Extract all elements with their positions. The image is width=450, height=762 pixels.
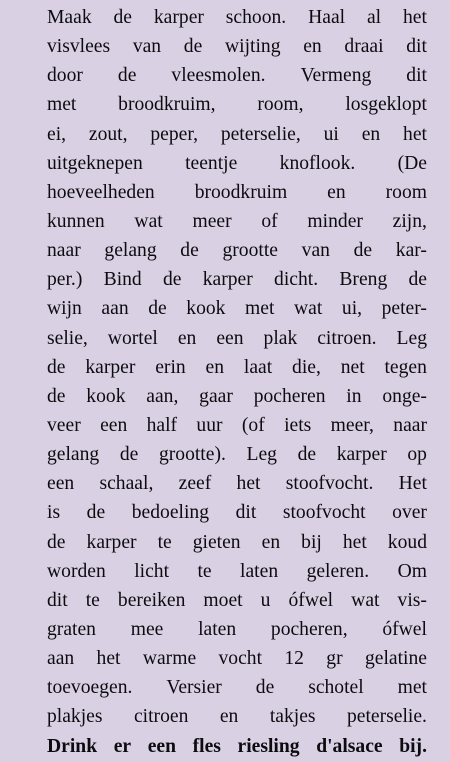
- word: erin: [155, 356, 186, 378]
- word: stoofvocht: [282, 502, 366, 524]
- word: bereiken: [117, 589, 186, 611]
- recipe-line: [47, 120, 427, 149]
- word: kar-: [395, 240, 427, 262]
- recipe-line: [47, 178, 427, 207]
- word: ui: [323, 123, 339, 145]
- recipe-line: [47, 615, 427, 644]
- recipe-line: [47, 90, 427, 119]
- word: toevoegen.: [47, 677, 133, 699]
- word: losgeklopt: [345, 94, 427, 116]
- word: teentje: [185, 152, 238, 174]
- recipe-line: [47, 702, 427, 731]
- word: gr: [326, 648, 343, 670]
- recipe-line: [47, 149, 427, 178]
- recipe-line: [47, 557, 427, 586]
- word: bij: [301, 531, 322, 553]
- word: te: [197, 560, 212, 582]
- word: peter-: [381, 298, 427, 320]
- word: over: [392, 502, 427, 524]
- word: vis-: [397, 589, 427, 611]
- recipe-text-column: [47, 3, 427, 761]
- word: plakjes: [47, 706, 103, 728]
- word: laten: [240, 560, 279, 582]
- word: peterselie,: [220, 123, 301, 145]
- word: met: [397, 677, 427, 699]
- word: een: [216, 327, 244, 349]
- word: takjes: [269, 706, 316, 728]
- word: worden: [47, 560, 106, 582]
- word: kook: [186, 298, 226, 320]
- word: draai: [344, 36, 384, 58]
- word: een: [147, 735, 177, 757]
- recipe-line: [47, 353, 427, 382]
- word: wijting: [224, 36, 281, 58]
- word: pocheren,: [270, 618, 348, 640]
- word: citroen: [133, 706, 189, 728]
- recipe-line: [47, 498, 427, 527]
- word: ei,: [47, 123, 67, 145]
- word: net: [340, 356, 365, 378]
- word: peper,: [150, 123, 198, 145]
- word: en: [219, 706, 239, 728]
- word: plak: [263, 327, 298, 349]
- word: Drink: [47, 735, 98, 757]
- recipe-line: [47, 644, 427, 673]
- word: schoon.: [225, 7, 287, 28]
- word: stoofvocht.: [285, 473, 374, 495]
- word: laten: [198, 618, 237, 640]
- word: zijn,: [392, 210, 427, 232]
- word: gelatine: [364, 648, 427, 670]
- word: Bind: [103, 269, 142, 291]
- word: de: [117, 65, 137, 87]
- word: met: [47, 94, 77, 116]
- word: tegen: [384, 356, 427, 378]
- word: aan: [101, 298, 129, 320]
- word: minder: [307, 210, 363, 232]
- word: en: [261, 531, 281, 553]
- word: peterselie.: [346, 706, 427, 728]
- word: meer: [192, 210, 232, 232]
- word: de: [408, 269, 427, 291]
- recipe-line: [47, 207, 427, 236]
- word: half: [146, 414, 178, 436]
- word: karper: [202, 269, 253, 291]
- word: (De: [397, 152, 427, 174]
- recipe-line: [47, 32, 427, 61]
- recipe-line: [47, 324, 427, 353]
- word: naar: [47, 240, 81, 262]
- word: gieten: [192, 531, 241, 553]
- word: bedoeling: [131, 502, 209, 524]
- word: moet: [203, 589, 243, 611]
- word: visvlees: [47, 36, 111, 58]
- word: warme: [142, 648, 197, 670]
- word: Het: [398, 473, 427, 495]
- word: kook: [86, 385, 126, 407]
- word: is: [47, 502, 61, 524]
- word: kunnen: [47, 210, 105, 232]
- word: een: [100, 414, 128, 436]
- word: en: [361, 123, 381, 145]
- word: van: [132, 36, 162, 58]
- word: die,: [292, 356, 321, 378]
- word: te: [85, 589, 100, 611]
- word: onge-: [382, 385, 427, 407]
- word: een: [47, 473, 75, 495]
- word: fles: [192, 735, 221, 757]
- word: Breng: [339, 269, 388, 291]
- word: dicht.: [274, 269, 319, 291]
- word: broodkruim,: [118, 94, 216, 116]
- word: koud: [387, 531, 427, 553]
- word: knoflook.: [279, 152, 356, 174]
- word: en: [327, 181, 346, 203]
- word: grootte: [222, 240, 278, 262]
- word: aan: [47, 648, 75, 670]
- word: de: [148, 298, 167, 320]
- word: per.): [47, 269, 83, 291]
- recipe-line: [47, 440, 427, 469]
- recipe-line: [47, 236, 427, 265]
- word: geleren.: [306, 560, 370, 582]
- word: veer: [47, 414, 81, 436]
- word: de: [47, 531, 66, 553]
- word: ófwel: [382, 618, 427, 640]
- word: of: [261, 210, 278, 232]
- word: karper: [336, 444, 387, 466]
- recipe-line: [47, 528, 427, 557]
- recipe-line: [47, 673, 427, 702]
- word: u: [260, 589, 271, 611]
- word: wortel: [107, 327, 158, 349]
- word: in: [346, 385, 362, 407]
- word: mee: [130, 618, 164, 640]
- word: d'alsace: [316, 735, 383, 757]
- word: wat: [351, 589, 380, 611]
- word: 12: [284, 648, 304, 670]
- recipe-line: [47, 265, 427, 294]
- word: Maak: [47, 7, 92, 28]
- word: ui,: [341, 298, 363, 320]
- word: naar: [393, 414, 427, 436]
- recipe-line: [47, 469, 427, 498]
- recipe-line: [47, 411, 427, 440]
- recipe-line: [47, 586, 427, 615]
- word: al: [366, 7, 382, 28]
- word: aan,: [146, 385, 179, 407]
- word: Versier: [166, 677, 222, 699]
- word: dit: [406, 36, 427, 58]
- word: er: [113, 735, 132, 757]
- word: de: [119, 444, 139, 466]
- word: de: [297, 444, 317, 466]
- word: de: [353, 240, 373, 262]
- word: wijn: [47, 298, 82, 320]
- word: wat: [294, 298, 323, 320]
- recipe-line: [47, 382, 427, 411]
- word: het: [236, 473, 261, 495]
- word: Haal: [308, 7, 346, 28]
- word: het: [402, 7, 427, 28]
- word: karper: [86, 531, 137, 553]
- word: het: [96, 648, 121, 670]
- word: en: [177, 327, 197, 349]
- word: van: [301, 240, 330, 262]
- word: schaal,: [99, 473, 154, 495]
- word: het: [403, 123, 427, 145]
- word: de: [113, 7, 132, 28]
- word: de: [86, 502, 106, 524]
- recipe-line: [47, 61, 427, 90]
- word: Vermeng: [300, 65, 372, 87]
- word: riesling: [237, 735, 300, 757]
- word: te: [157, 531, 172, 553]
- word: door: [47, 65, 83, 87]
- recipe-line: [47, 3, 427, 32]
- closing-line: [47, 732, 427, 761]
- word: dit: [47, 589, 68, 611]
- word: Leg: [246, 444, 277, 466]
- word: vocht: [218, 648, 263, 670]
- word: Leg: [396, 327, 427, 349]
- word: citroen.: [317, 327, 377, 349]
- word: de: [180, 240, 199, 262]
- word: Om: [397, 560, 427, 582]
- word: wat: [134, 210, 163, 232]
- word: het: [342, 531, 367, 553]
- word: gelang: [47, 444, 100, 466]
- word: de: [47, 356, 66, 378]
- word: ófwel: [288, 589, 334, 611]
- word: room,: [257, 94, 304, 116]
- word: hoeveelheden: [47, 181, 155, 203]
- word: licht: [134, 560, 170, 582]
- word: de: [255, 677, 275, 699]
- word: iets: [284, 414, 312, 436]
- word: meer,: [330, 414, 374, 436]
- word: graten: [47, 618, 96, 640]
- word: de: [162, 269, 182, 291]
- recipe-line: [47, 294, 427, 323]
- word: selie,: [47, 327, 88, 349]
- word: gaar: [199, 385, 233, 407]
- word: broodkruim: [194, 181, 288, 203]
- word: gelang: [104, 240, 157, 262]
- word: room: [385, 181, 427, 203]
- word: en: [205, 356, 225, 378]
- word: de: [47, 385, 66, 407]
- word: pocheren: [253, 385, 326, 407]
- word: met: [245, 298, 275, 320]
- word: op: [407, 444, 427, 466]
- word: grootte).: [158, 444, 226, 466]
- word: en: [303, 36, 322, 58]
- word: dit: [235, 502, 257, 524]
- word: dit: [406, 65, 427, 87]
- word: laat: [243, 356, 273, 378]
- word: uitgeknepen: [47, 152, 143, 174]
- word: bij.: [399, 735, 427, 757]
- word: (of: [241, 414, 265, 436]
- word: uur: [196, 414, 223, 436]
- word: schotel: [308, 677, 364, 699]
- word: karper: [85, 356, 136, 378]
- word: vleesmolen.: [171, 65, 266, 87]
- word: zout,: [88, 123, 128, 145]
- word: de: [183, 36, 203, 58]
- word: zeef: [178, 473, 212, 495]
- word: karper: [153, 7, 204, 28]
